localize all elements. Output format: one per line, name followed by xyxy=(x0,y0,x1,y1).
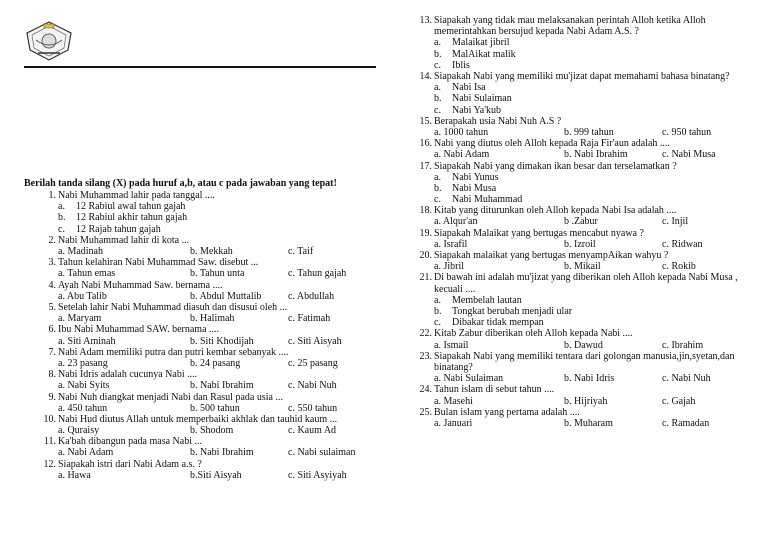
question-number: 5. xyxy=(48,301,56,313)
option-text: Iblis xyxy=(452,59,470,71)
answer-option xyxy=(414,306,764,317)
question-text: Kitab Zabur diberikan oleh Alloh kepada Nabi .... xyxy=(434,328,633,340)
question-number: 24. xyxy=(419,384,432,396)
answer-option: c. Ibrahim xyxy=(662,339,704,351)
answer-option: a. Januari xyxy=(434,418,473,429)
answer-option: a. 1000 tahun xyxy=(434,126,489,138)
option-text: 12 Rabiul awal tahun gajah xyxy=(76,201,186,213)
answer-option: a. Israfil xyxy=(434,238,468,250)
answer-option xyxy=(414,37,764,48)
answer-option xyxy=(414,49,764,60)
option-letter: a. xyxy=(434,37,441,49)
answer-options xyxy=(414,396,764,407)
question-number: 11. xyxy=(43,436,56,448)
answer-option: b. Nabi Ibrahim xyxy=(190,447,254,459)
option-letter: c. xyxy=(434,104,441,116)
school-logo xyxy=(24,20,74,62)
option-text: Nabi Isa xyxy=(452,82,486,94)
answer-option: a. 23 pasang xyxy=(58,357,108,369)
answer-option: a. Nabi Adam xyxy=(58,447,114,459)
answer-options xyxy=(414,172,764,206)
answer-options xyxy=(38,336,383,347)
option-letter: c. xyxy=(434,59,441,71)
answer-option: b. Nabi Ibrahim xyxy=(564,149,628,161)
answer-option: b. Tahun unta xyxy=(190,268,245,280)
question-number: 20. xyxy=(419,250,432,262)
answer-options xyxy=(38,380,383,391)
answer-option: a. Ismail xyxy=(434,339,469,351)
answer-option: a. Abu Talib xyxy=(58,290,107,302)
answer-option: a. Nabi Sulaiman xyxy=(434,373,504,385)
question-text: Tahun islam di sebut tahun .... xyxy=(434,384,555,396)
answer-option: c. Nabi Nuh xyxy=(662,373,711,385)
question-number: 10. xyxy=(43,413,56,425)
question-item xyxy=(38,436,383,447)
option-text: Nabi Sulaiman xyxy=(452,93,512,105)
option-text: Tongkat berubah menjadi ular xyxy=(452,306,573,318)
answer-option: a. Nabi Syits xyxy=(58,380,110,392)
answer-options xyxy=(414,149,764,160)
question-text: Siapakah Malaikat yang bertugas mencabut nyawa ? xyxy=(434,227,644,239)
question-number: 4. xyxy=(48,279,56,291)
question-number: 21. xyxy=(419,272,432,284)
question-item xyxy=(38,347,383,358)
answer-option: a. Nabi Adam xyxy=(434,149,490,161)
answer-option: a. Jibril xyxy=(434,261,464,273)
answer-option: c. 950 tahun xyxy=(662,126,712,138)
answer-option: b. Mikail xyxy=(564,261,601,273)
instruction-text: Berilah tanda silang (X) pada huruf a,b, atau c pada jawaban yang tepat! xyxy=(24,178,337,189)
question-item xyxy=(414,161,764,172)
answer-option: c. Ridwan xyxy=(662,238,703,250)
question-item xyxy=(38,190,383,201)
answer-option: b. Siti Khodijah xyxy=(190,335,254,347)
answer-option: c. Taif xyxy=(288,245,314,257)
answer-option: c. Siti Aisyah xyxy=(288,335,342,347)
question-number: 9. xyxy=(48,391,56,403)
option-letter: c. xyxy=(434,194,441,206)
question-number: 23. xyxy=(419,350,432,362)
answer-option xyxy=(414,317,764,328)
question-text: Di bawah ini adalah mu'jizat yang diberikan oleh Alloh kepada Nabi Musa , kecuali .... xyxy=(434,272,738,295)
answer-option: c. Injil xyxy=(662,216,689,228)
question-item xyxy=(414,71,764,82)
question-text: Siapakah istri dari Nabi Adam a.s. ? xyxy=(58,458,202,470)
question-text: Ka'bah dibangun pada masa Nabi ... xyxy=(58,436,202,448)
question-item xyxy=(38,280,383,291)
question-number: 14. xyxy=(419,70,432,82)
answer-option: c. 25 pasang xyxy=(288,357,338,369)
answer-option: a. Maryam xyxy=(58,313,102,325)
question-number: 3. xyxy=(48,257,56,269)
question-number: 1. xyxy=(48,190,56,201)
answer-options xyxy=(38,201,383,235)
question-item xyxy=(414,328,764,339)
answer-option xyxy=(38,212,383,223)
answer-options xyxy=(414,216,764,227)
answer-option: c. Nabi sulaiman xyxy=(288,447,356,459)
answer-options xyxy=(414,127,764,138)
question-item xyxy=(414,272,764,294)
question-number: 8. xyxy=(48,369,56,381)
answer-option xyxy=(414,93,764,104)
option-letter: a. xyxy=(58,201,65,213)
answer-option xyxy=(414,295,764,306)
answer-options xyxy=(38,403,383,414)
question-item xyxy=(414,116,764,127)
answer-option: c. Gajah xyxy=(662,395,696,407)
option-text: Nabi Muhammad xyxy=(452,194,523,206)
answer-option: b. Muharam xyxy=(564,418,613,429)
answer-options xyxy=(414,340,764,351)
question-number: 6. xyxy=(48,324,56,336)
question-item xyxy=(414,250,764,261)
question-text: Nabi Nuh diangkat menjadi Nabi dan Rasul pada usia ... xyxy=(58,391,283,403)
question-text: Siapakah Nabi yang dimakan ikan besar dan terselamatkan ? xyxy=(434,160,677,172)
question-number: 13. xyxy=(419,15,432,26)
answer-option: c. Tahun gajah xyxy=(288,268,347,280)
option-text: 12 Rajab tahun gajah xyxy=(76,223,161,235)
answer-option: c. Siti Asyiyah xyxy=(288,469,347,481)
answer-option: b.Siti Aisyah xyxy=(190,469,242,481)
question-item xyxy=(414,15,764,37)
question-number: 7. xyxy=(48,346,56,358)
question-item xyxy=(38,369,383,380)
answer-option: b. Dawud xyxy=(564,339,603,351)
answer-option xyxy=(414,183,764,194)
question-number: 25. xyxy=(419,406,432,418)
question-item xyxy=(38,235,383,246)
option-letter: c. xyxy=(434,317,441,329)
answer-option: b. Nabi Idris xyxy=(564,373,615,385)
answer-option: b. 999 tahun xyxy=(564,126,614,138)
question-text: Siapakah yang tidak mau melaksanakan perintah Alloh ketika Alloh memerintahkan bersujud kepada Nabi Adam A.S. ? xyxy=(434,15,706,38)
option-text: Nabi Ya'kub xyxy=(452,104,502,116)
question-number: 19. xyxy=(419,227,432,239)
question-number: 16. xyxy=(419,138,432,150)
answer-options xyxy=(38,447,383,458)
answer-option: b. 500 tahun xyxy=(190,402,240,414)
answer-options xyxy=(414,373,764,384)
option-letter: a. xyxy=(434,82,441,94)
question-text: Siapakah Nabi yang memiliki tentara dari golongan manusia,jin,syetan,dan binatang? xyxy=(434,350,735,374)
question-column-left xyxy=(38,190,383,481)
question-number: 17. xyxy=(419,160,432,172)
question-text: Nabi Muhammad lahir di kota ... xyxy=(58,234,190,246)
answer-option xyxy=(38,224,383,235)
answer-options xyxy=(38,291,383,302)
answer-option xyxy=(38,201,383,212)
answer-option: a. Madinah xyxy=(58,245,103,257)
answer-option: b. Hijriyah xyxy=(564,395,608,407)
question-item xyxy=(38,257,383,268)
option-letter: c. xyxy=(58,223,65,235)
question-item xyxy=(414,351,764,373)
answer-option: a. Tahun emas xyxy=(58,268,116,280)
option-letter: b. xyxy=(434,93,442,105)
answer-option: c. Ramadan xyxy=(662,418,710,429)
answer-option: b. Mekkah xyxy=(190,245,233,257)
answer-option xyxy=(414,105,764,116)
answer-option: a. Hawa xyxy=(58,469,91,481)
option-letter: b. xyxy=(434,48,442,60)
question-text: Berapakah usia Nabi Nuh A.S ? xyxy=(434,115,562,127)
answer-option: a. Siti Aminah xyxy=(58,335,116,347)
answer-options xyxy=(38,358,383,369)
answer-options xyxy=(414,82,764,116)
answer-options xyxy=(38,470,383,481)
question-column-right xyxy=(414,15,764,429)
answer-option: b. Abdul Muttalib xyxy=(190,290,262,302)
answer-option: c. Rokib xyxy=(662,261,696,273)
answer-option: c. Nabi Nuh xyxy=(288,380,337,392)
option-text: Dibakar tidak mempan xyxy=(452,317,544,329)
answer-option: b. Izroil xyxy=(564,238,596,250)
header-rule xyxy=(24,66,376,68)
question-text: Siapakah malaikat yang bertugas menyampAikan wahyu ? xyxy=(434,250,669,262)
question-item xyxy=(38,324,383,335)
answer-option xyxy=(414,82,764,93)
question-item xyxy=(414,138,764,149)
question-number: 2. xyxy=(48,234,56,246)
question-text: Tahun kelahiran Nabi Muhammad Saw. disebut ... xyxy=(58,257,259,269)
answer-option: b. Nabi Ibrahim xyxy=(190,380,254,392)
question-text: Kitab yang diturunkan oleh Alloh kepada Nabi Isa adalah .... xyxy=(434,205,677,217)
option-letter: b. xyxy=(58,212,66,224)
question-item xyxy=(414,228,764,239)
question-text: Siapakah Nabi yang memiliki mu'jizat dapat memahami bahasa binatang? xyxy=(434,70,730,82)
option-text: Membelah lautan xyxy=(452,294,522,306)
question-number: 18. xyxy=(419,205,432,217)
question-number: 15. xyxy=(419,115,432,127)
answer-option: a. Quraisy xyxy=(58,425,100,437)
question-item xyxy=(38,302,383,313)
question-item xyxy=(414,384,764,395)
option-text: MalAikat malik xyxy=(452,48,516,60)
answer-option: b .Zabur xyxy=(564,216,598,228)
question-text: Nabi Adam memiliki putra dan putri kembar sebanyak .... xyxy=(58,346,289,358)
answer-option: c. Kaum Ad xyxy=(288,425,337,437)
answer-options xyxy=(38,246,383,257)
question-text: Nabi yang diutus oleh Alloh kepada Raja Fir'aun adalah .... xyxy=(434,138,670,150)
question-item xyxy=(414,205,764,216)
question-text: Bulan islam yang pertama adalah .... xyxy=(434,406,580,418)
answer-options xyxy=(414,261,764,272)
answer-option: a. 450 tahun xyxy=(58,402,108,414)
question-item xyxy=(38,392,383,403)
answer-option: a. Alqur'an xyxy=(434,216,478,228)
question-number: 12. xyxy=(43,458,56,470)
answer-options xyxy=(38,268,383,279)
answer-option: b. 24 pasang xyxy=(190,357,241,369)
answer-options xyxy=(38,425,383,436)
answer-option: c. Abdullah xyxy=(288,290,335,302)
question-item xyxy=(38,459,383,470)
question-text: Ayah Nabi Muhammad Saw. bernama .... xyxy=(58,279,223,291)
option-letter: a. xyxy=(434,294,441,306)
question-item xyxy=(38,414,383,425)
question-text: Ibu Nabi Muhammad SAW. bernama .... xyxy=(58,324,220,336)
question-text: Setelah lahir Nabi Muhammad diasuh dan disusui oleh ... xyxy=(58,301,288,313)
answer-option: b. Shodom xyxy=(190,425,234,437)
option-text: Nabi Musa xyxy=(452,182,497,194)
answer-option xyxy=(414,60,764,71)
answer-option: c. 550 tahun xyxy=(288,402,338,414)
option-text: Malaikat jibril xyxy=(452,37,510,49)
option-letter: a. xyxy=(434,171,441,183)
answer-option: b. Halimah xyxy=(190,313,235,325)
answer-options xyxy=(38,313,383,324)
question-number: 22. xyxy=(419,328,432,340)
answer-option: c. Fatimah xyxy=(288,313,331,325)
answer-option: c. Nabi Musa xyxy=(662,149,716,161)
answer-option xyxy=(414,172,764,183)
answer-options xyxy=(414,418,764,429)
answer-options xyxy=(414,239,764,250)
option-letter: b. xyxy=(434,182,442,194)
answer-option: a. Masehi xyxy=(434,395,473,407)
question-text: Nabi Idris adalah cucunya Nabi .... xyxy=(58,369,198,381)
option-letter: b. xyxy=(434,306,442,318)
question-text: Nabi Hud diutus Allah untuk memperbaiki akhlak dan tauhid kaum ... xyxy=(58,413,338,425)
answer-option xyxy=(414,194,764,205)
question-item xyxy=(414,407,764,418)
answer-options xyxy=(414,295,764,329)
answer-options xyxy=(414,37,764,71)
option-text: Nabi Yunus xyxy=(452,171,499,183)
question-text: Nabi Muhammad lahir pada tanggal .... xyxy=(58,190,215,201)
option-text: 12 Rabiul akhir tahun gajah xyxy=(76,212,188,224)
